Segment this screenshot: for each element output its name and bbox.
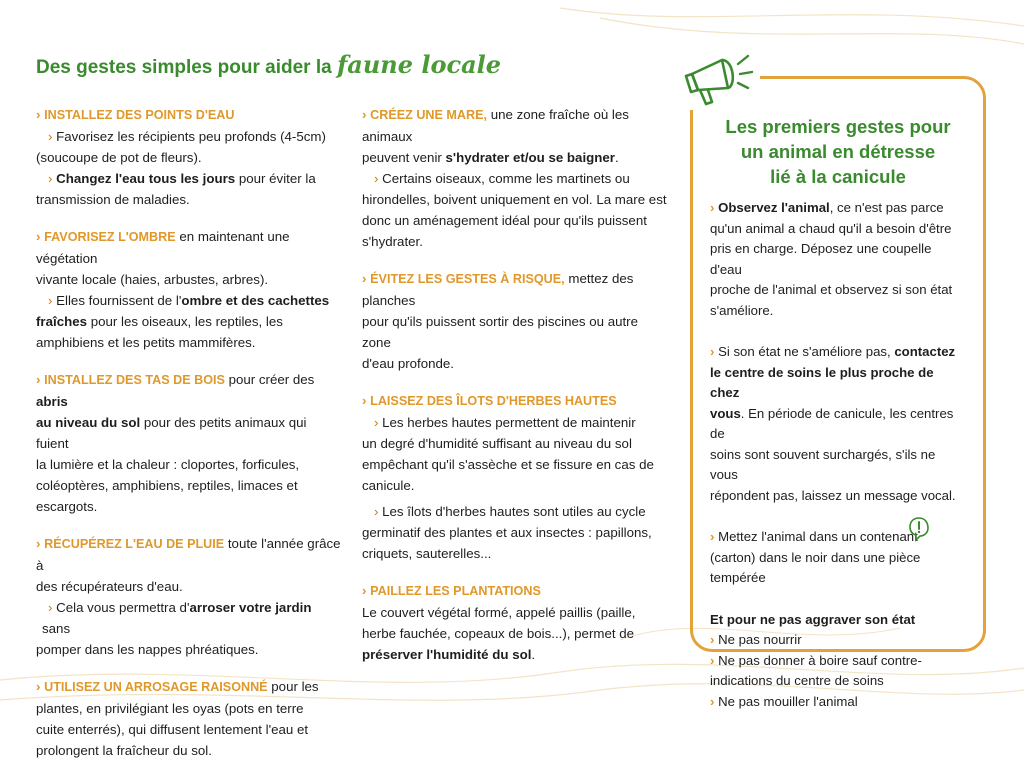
column-left [36,104,341,777]
text: criquets, sauterelles... [362,546,492,561]
text-bold: ombre et des cachettes [181,293,330,308]
box-paragraph-observe [710,198,966,321]
text: en maintenant une végétation [36,229,290,266]
section-ombre [36,226,341,353]
box-title-line: lié à la canicule [770,166,906,187]
text-bold: préserver l'humidité du sol [362,647,532,662]
text: mettez des planches [362,271,634,308]
text-bold: contactez [894,344,956,359]
text: Les herbes hautes permettent de maintenir [382,415,636,430]
text: une zone fraîche où les animaux [362,107,629,144]
bullet-chevron-icon: › [36,372,41,387]
title-script: faune locale [336,50,502,79]
section-heading: UTILISEZ UN ARROSAGE RAISONNÉ [44,680,268,694]
bullet-chevron-icon: › [710,200,715,215]
text: s'hydrater. [362,234,423,249]
text: amphibiens et les petits mammifères. [36,335,256,350]
text: germinatif des plantes et aux insectes : papillons, [362,525,652,540]
text: hirondelles, boivent uniquement en vol. La mare est [362,192,667,207]
text: Cela vous permettra d' [56,600,190,615]
box-body [710,198,966,712]
text: sans [42,621,71,636]
section-gestes-risque [362,268,667,374]
section-eau-pluie [36,533,341,660]
text: pour les [267,679,319,694]
text: pour créer des [224,372,315,387]
text: peuvent venir [362,150,446,165]
text: escargots. [36,499,98,514]
text: tempérée [710,570,766,585]
section-heading: ÉVITEZ LES GESTES À RISQUE, [370,272,565,286]
sub-chevron-icon: › [374,415,379,430]
box-title-line: Les premiers gestes pour [725,116,951,137]
text: herbe fauchée, copeaux de bois...), permet de [362,626,635,641]
text: des récupérateurs d'eau. [36,579,183,594]
bullet-chevron-icon: › [710,652,715,668]
text: qu'un animal a chaud qu'il a besoin d'être [710,220,952,236]
list-item: Ne pas nourrir [718,632,802,647]
text: Si son état ne s'améliore pas, [718,344,895,359]
list-heading: Et pour ne pas aggraver son état [710,611,916,627]
text: pour les oiseaux, les reptiles, les [87,314,283,329]
section-heading: CRÉEZ UNE MARE, [370,108,487,122]
section-herbes-hautes [362,390,667,564]
text: s'améliore. [710,302,774,318]
bullet-chevron-icon: › [362,393,367,408]
text: canicule. [362,478,415,493]
section-heading: RÉCUPÉREZ L'EAU DE PLUIE [44,537,225,551]
sub-chevron-icon: › [48,600,53,615]
text: la lumière et la chaleur : cloportes, forficules, [36,457,300,472]
text: proche de l'animal et observez si son état [710,282,953,297]
text: (soucoupe de pot de fleurs). [36,150,202,165]
sub-chevron-icon: › [48,293,53,308]
bullet-chevron-icon: › [362,583,367,598]
text: d'eau profonde. [362,356,455,371]
section-points-eau [36,104,341,210]
text: cuite enterrés), qui diffusent lentement l'eau et [36,722,309,737]
section-heading: INSTALLEZ DES TAS DE BOIS [44,373,225,387]
box-title-line: un animal en détresse [740,141,936,162]
section-mare [362,104,667,252]
bullet-chevron-icon: › [710,632,715,647]
bullet-chevron-icon: › [710,693,715,709]
text: soins sont souvent surchargés, s'ils ne vous [710,446,936,482]
section-heading: LAISSEZ DES ÎLOTS D'HERBES HAUTES [370,394,617,408]
text-bold: au niveau du sol [36,415,141,430]
text: Favorisez les récipients peu profonds (4-5cm) [56,129,326,144]
bullet-chevron-icon: › [710,344,715,359]
text-bold: Observez l'animal [718,200,830,215]
box-paragraph-contact [710,342,966,506]
text: Mettez l'animal dans un contenant [718,529,918,544]
text-bold: Changez l'eau tous les jours [56,171,236,186]
sub-chevron-icon: › [374,171,379,186]
text: un degré d'humidité suffisant au niveau du sol [362,436,632,451]
text: Le couvert végétal formé, appelé paillis (paille, [362,605,636,620]
section-paillage [362,580,667,665]
page-title [36,50,501,79]
box-list-aggraver [710,610,966,713]
text: prolongent la fraîcheur du sol. [36,743,212,758]
bullet-chevron-icon: › [362,107,367,122]
text: donc un aménagement idéal pour qu'ils puissent [362,213,647,228]
text: répondent pas, laissez un message vocal. [710,487,956,503]
text-bold: vous [710,405,741,421]
text: transmission de maladies. [36,192,190,207]
text-bold: arroser votre jardin [189,600,312,615]
text: pomper dans les nappes phréatiques. [36,642,259,657]
title-prefix: Des gestes simples pour aider la [36,57,337,78]
warning-icon [908,516,930,542]
text: . En période de canicule, les centres de [710,405,954,441]
bullet-chevron-icon: › [36,229,41,244]
text: Les îlots d'herbes hautes sont utiles au cycle [382,504,646,519]
sub-chevron-icon: › [48,129,53,144]
text: Certains oiseaux, comme les martinets ou [382,171,630,186]
megaphone-icon [678,50,760,110]
text: coléoptères, amphibiens, reptiles, limaces et [36,478,298,493]
text-bold: le centre de soins le plus proche de chez [710,364,934,400]
text: Elles fournissent de l' [56,293,182,308]
text: empêchant qu'il s'assèche et se fissure en cas de [362,457,654,472]
bullet-chevron-icon: › [36,536,41,551]
sub-chevron-icon: › [374,504,379,519]
bullet-chevron-icon: › [710,529,715,544]
bullet-chevron-icon: › [36,107,41,122]
section-heading: INSTALLEZ DES POINTS D'EAU [44,108,235,122]
text: pris en charge. Déposez une coupelle d'eau [710,241,932,277]
text: pour éviter la [235,171,316,186]
list-item-continued: indications du centre de soins [710,673,884,688]
bullet-chevron-icon: › [362,271,367,286]
text-bold: fraîches [36,314,87,329]
text: pour qu'ils puissent sortir des piscines ou autre zone [362,314,639,350]
text: plantes, en privilégiant les oyas (pots en terre [36,701,304,716]
text: toute l'année grâce à [36,536,341,573]
section-heading: PAILLEZ LES PLANTATIONS [370,584,541,598]
section-tas-bois [36,369,341,517]
list-item: Ne pas donner à boire sauf contre- [718,652,922,668]
text: vivante locale (haies, arbustes, arbres). [36,272,269,287]
text: pour des petits animaux qui fuient [36,415,307,451]
section-heading: FAVORISEZ L'OMBRE [44,230,176,244]
bullet-chevron-icon: › [36,679,41,694]
text: . [614,150,619,165]
text-bold: s'hydrater et/ou se baigner [445,150,615,165]
box-title [700,114,976,189]
text: , ce n'est pas parce [829,200,944,215]
text: (carton) dans le noir dans une pièce [710,549,921,565]
section-arrosage [36,676,341,761]
sub-chevron-icon: › [48,171,53,186]
text-bold: abris [36,394,68,409]
text: . [531,647,536,662]
column-middle [362,104,667,681]
list-item: Ne pas mouiller l'animal [718,693,858,709]
